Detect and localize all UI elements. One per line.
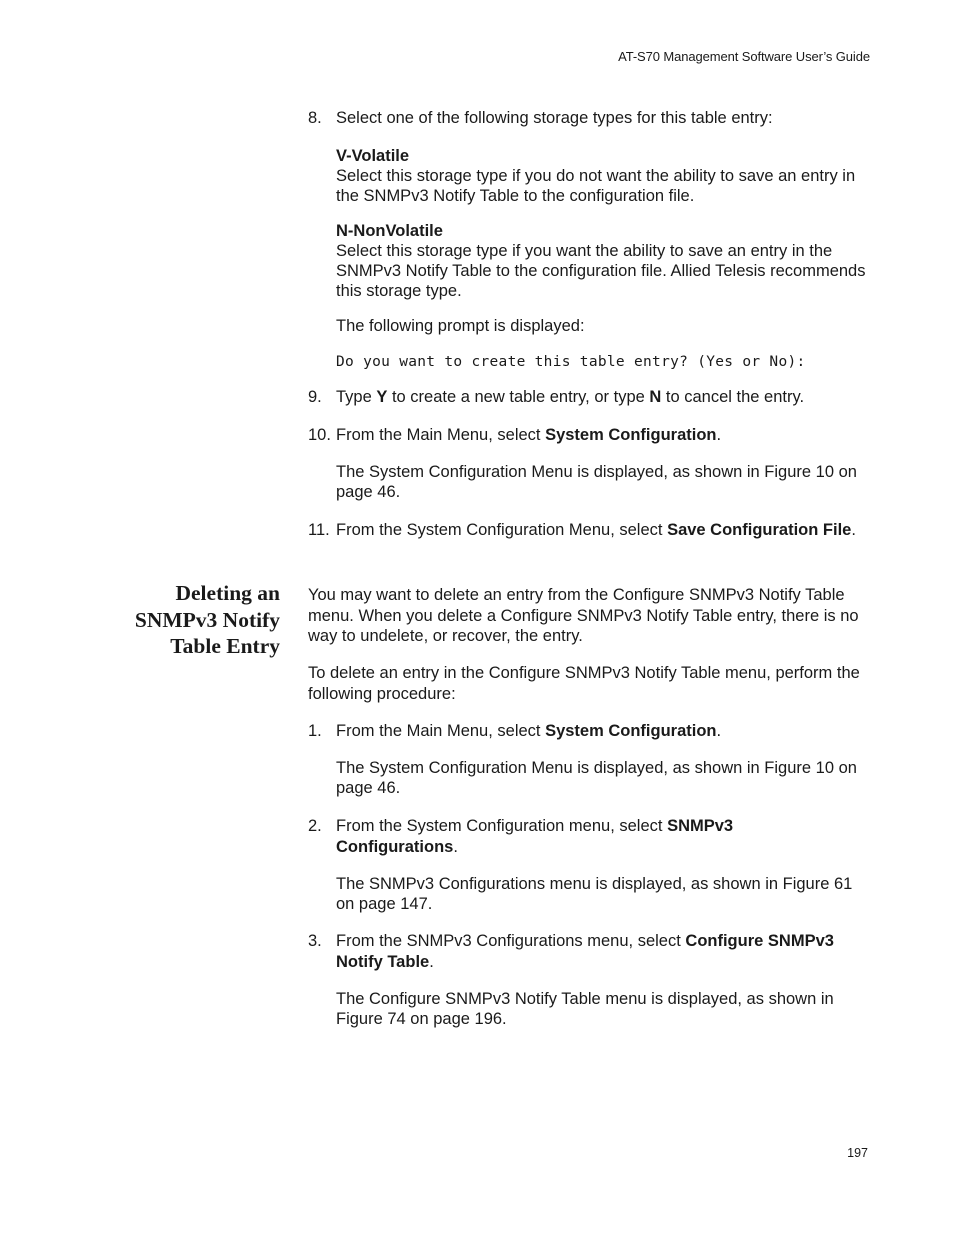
nonvolatile-title: N-NonVolatile (336, 222, 443, 240)
section-heading: Deleting an SNMPv3 Notify Table Entry (134, 581, 280, 658)
nonvolatile-description: Select this storage type if you want the ability to save an entry in the SNMPv3 Notify Table to the configuration file. Allied Telesis recommends this storage type. (336, 242, 866, 300)
step-11-text: From the System Configuration Menu, select Save Configuration File. (336, 521, 856, 539)
del-step-1-text: From the Main Menu, select System Configuration. (336, 722, 722, 740)
step-9-text: Type Y to create a new table entry, or type N to cancel the entry. (336, 388, 805, 406)
del-step-3-number: 3. (308, 932, 322, 950)
page-number: 197 (847, 1146, 868, 1160)
volatile-description: Select this storage type if you do not want the ability to save an entry in the SNMPv3 Notify Table to the configuration file. (336, 167, 856, 205)
section-intro-1: You may want to delete an entry from the Configure SNMPv3 Notify Table menu. When you delete a Configure SNMPv3 Notify Table entry, there is no way to undelete, or recover, the entry. (308, 586, 859, 645)
step-9-number: 9. (308, 388, 322, 406)
step-10-text: From the Main Menu, select System Configuration. (336, 426, 722, 444)
section-intro-2: To delete an entry in the Configure SNMPv3 Notify Table menu, perform the following procedure: (308, 664, 860, 703)
step-8-text: Select one of the following storage types for this table entry: (336, 109, 773, 127)
running-header: AT-S70 Management Software User’s Guide (618, 49, 870, 64)
step-10-number: 10. (308, 426, 331, 444)
del-step-3-result: The Configure SNMPv3 Notify Table menu is displayed, as shown in Figure 74 on page 196. (336, 990, 834, 1028)
del-step-2-text: From the System Configuration menu, select SNMPv3 Configurations. (336, 817, 734, 856)
del-step-2-number: 2. (308, 817, 322, 835)
del-step-2-result: The SNMPv3 Configurations menu is displayed, as shown in Figure 61 on page 147. (336, 875, 853, 913)
del-step-3-text: From the SNMPv3 Configurations menu, select Configure SNMPv3 Notify Table. (336, 932, 834, 971)
step-11-number: 11. (308, 521, 330, 539)
step-10-result: The System Configuration Menu is displayed, as shown in Figure 10 on page 46. (336, 463, 857, 501)
prompt-code: Do you want to create this table entry? (Yes or No): (336, 354, 806, 370)
step-8-number: 8. (308, 109, 322, 127)
del-step-1-result: The System Configuration Menu is displayed, as shown in Figure 10 on page 46. (336, 759, 857, 797)
del-step-1-number: 1. (308, 722, 322, 740)
prompt-intro: The following prompt is displayed: (336, 317, 585, 335)
volatile-title: V-Volatile (336, 147, 410, 165)
